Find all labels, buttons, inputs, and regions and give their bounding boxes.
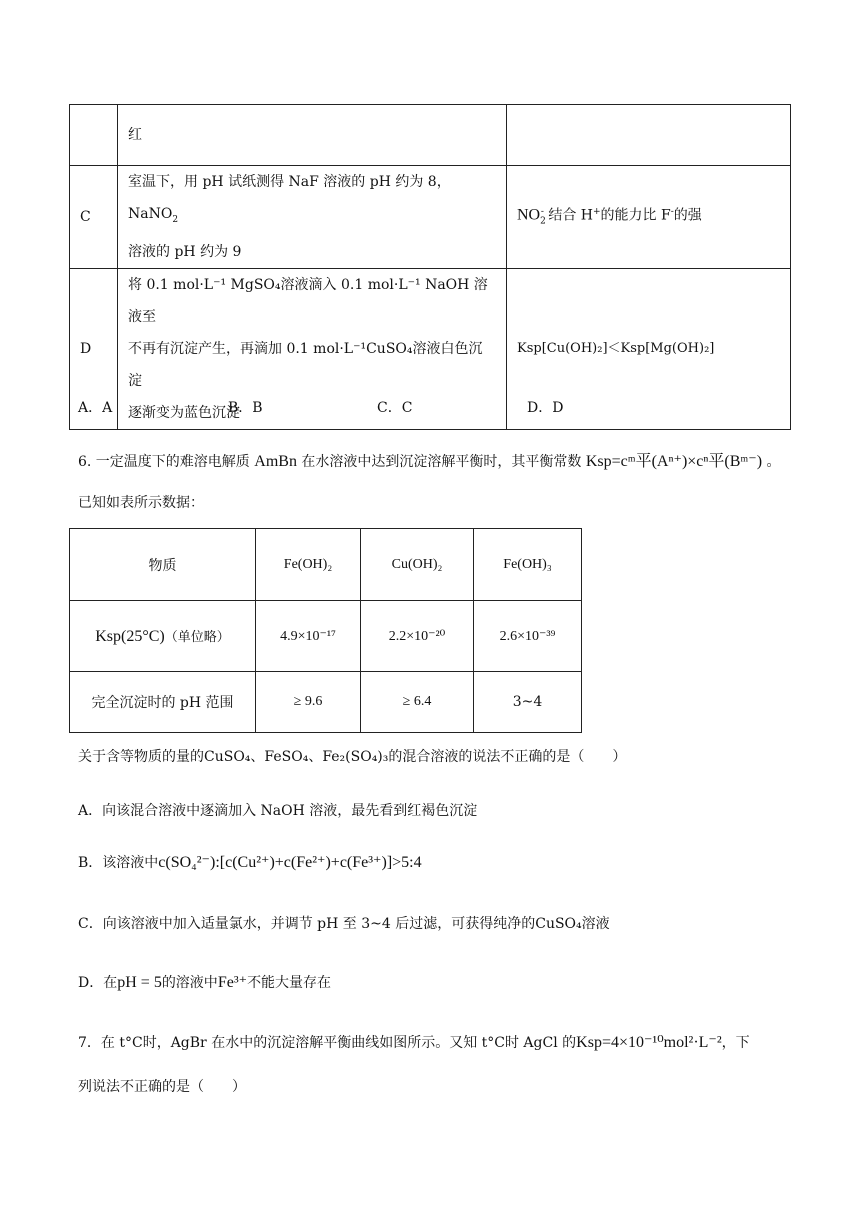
concentration-expression: c(SO₄²⁻):[c(Cu²⁺)+c(Fe²⁺)+c(Fe³⁺)]>5:4 [158, 854, 422, 871]
ksp-expression: Ksp=4×10⁻¹⁰mol²·L⁻² [576, 1034, 722, 1051]
ksp-value: 4.9×10⁻¹⁷ [256, 601, 361, 672]
formula: AmBn [254, 453, 297, 470]
stem-text: ，下 [721, 1035, 750, 1051]
stem-text: 在水溶液中达到沉淀溶解平衡时，其平衡常数 [296, 454, 586, 470]
row-label: 完全沉淀时的 pH 范围 [70, 672, 256, 733]
ph-value: 3~4 [474, 672, 582, 733]
table-row [70, 529, 582, 601]
option-d [78, 972, 331, 992]
question-6-prompt: 关于含等物质的量的CuSO₄、FeSO₄、Fe₂(SO₄)₃的混合溶液的说法不正确的是（ ） [78, 749, 627, 765]
conclusion-cell [507, 105, 791, 166]
option-c: C．C [377, 400, 413, 416]
table-row [70, 601, 582, 672]
stem-text: 6. 一定温度下的难溶电解质 [78, 454, 255, 470]
conclusion-text: 的能力比 F [600, 207, 671, 224]
stem-text: 7．在 t°C时，AgBr 在水中的沉淀溶解平衡曲线如图所示。又知 t°C时 AgCl 的 [78, 1035, 577, 1051]
ph-value: ≥ 9.6 [256, 672, 361, 733]
option-c: C．向该溶液中加入适量氯水，并调节 pH 至 3~4 后过滤，可获得纯净的CuSO₄溶液 [78, 916, 610, 932]
experiment-line: 将 0.1 mol·L⁻¹ MgSO₄溶液滴入 0.1 mol·L⁻¹ NaOH 溶液至 [128, 276, 488, 325]
ksp-expression: Ksp=cᵐ平(Aⁿ⁺)×cⁿ平(Bᵐ⁻) [585, 453, 763, 470]
experiment-line: 室温下，用 pH 试纸测得 NaF 溶液的 pH 约为 8，NaNO [128, 174, 451, 222]
table-row [70, 166, 791, 269]
stem-text: 。 [762, 454, 781, 470]
header-cell: Fe(OH)₂ [256, 529, 361, 601]
unit-note: （单位略） [164, 630, 230, 645]
subscript: 2 [172, 214, 179, 225]
conclusion-cell [507, 166, 791, 269]
header-cell: 物质 [70, 529, 256, 601]
subscript: 2 [540, 216, 546, 227]
superscript: + [593, 207, 601, 218]
option-b: B．B [228, 400, 263, 416]
row-label [70, 105, 118, 166]
experiment-line: 不再有沉淀产生，再滴加 0.1 mol·L⁻¹CuSO₄溶液白色沉淀 [128, 340, 483, 389]
header-cell: Cu(OH)₂ [361, 529, 474, 601]
row-label: D [70, 268, 118, 429]
options-table [69, 104, 791, 430]
row-label: C [70, 166, 118, 269]
table-row [70, 105, 791, 166]
superscript: - [670, 207, 674, 218]
header-cell: Fe(OH)₃ [474, 529, 582, 601]
ph-expression: pH = 5 [117, 974, 162, 991]
conclusion-text: 的强 [673, 207, 702, 224]
option-a: A．向该混合溶液中逐滴加入 NaOH 溶液，最先看到红褐色沉淀 [78, 803, 478, 819]
experiment-cell: 红 [118, 105, 507, 166]
option-b [78, 852, 422, 872]
option-text: D．在 [78, 975, 118, 991]
option-text: B．该溶液中 [78, 855, 159, 871]
ph-value: ≥ 6.4 [361, 672, 474, 733]
option-text: 不能大量存在 [247, 975, 332, 991]
question-6-stem [78, 448, 780, 471]
conclusion-cell: Ksp[Cu(OH)₂]＜Ksp[Mg(OH)₂] [507, 268, 791, 429]
question-7-stem [78, 1032, 750, 1052]
ksp-label: Ksp(25°C) [95, 628, 165, 645]
question-6-line2: 已知如表所示数据： [78, 495, 204, 511]
ksp-table [69, 528, 582, 733]
ion-formula: NO [517, 206, 541, 224]
experiment-line: 溶液的 pH 约为 9 [128, 243, 242, 260]
row-label [70, 601, 256, 672]
table-row [70, 672, 582, 733]
ion-formula: Fe³⁺ [217, 974, 248, 991]
superscript: - [540, 207, 544, 218]
experiment-line: 逐渐变为蓝色沉淀 [128, 404, 240, 421]
question-7-line2: 列说法不正确的是（ ） [78, 1079, 246, 1095]
table-row [70, 268, 791, 429]
ksp-value: 2.2×10⁻²⁰ [361, 601, 474, 672]
experiment-cell [118, 268, 507, 429]
experiment-cell [118, 166, 507, 269]
ksp-value: 2.6×10⁻³⁹ [474, 601, 582, 672]
option-text: 的溶液中 [161, 975, 218, 991]
option-d: D．D [527, 400, 564, 416]
option-a: A．A [78, 400, 113, 416]
conclusion-text: 结合 H [543, 207, 593, 224]
